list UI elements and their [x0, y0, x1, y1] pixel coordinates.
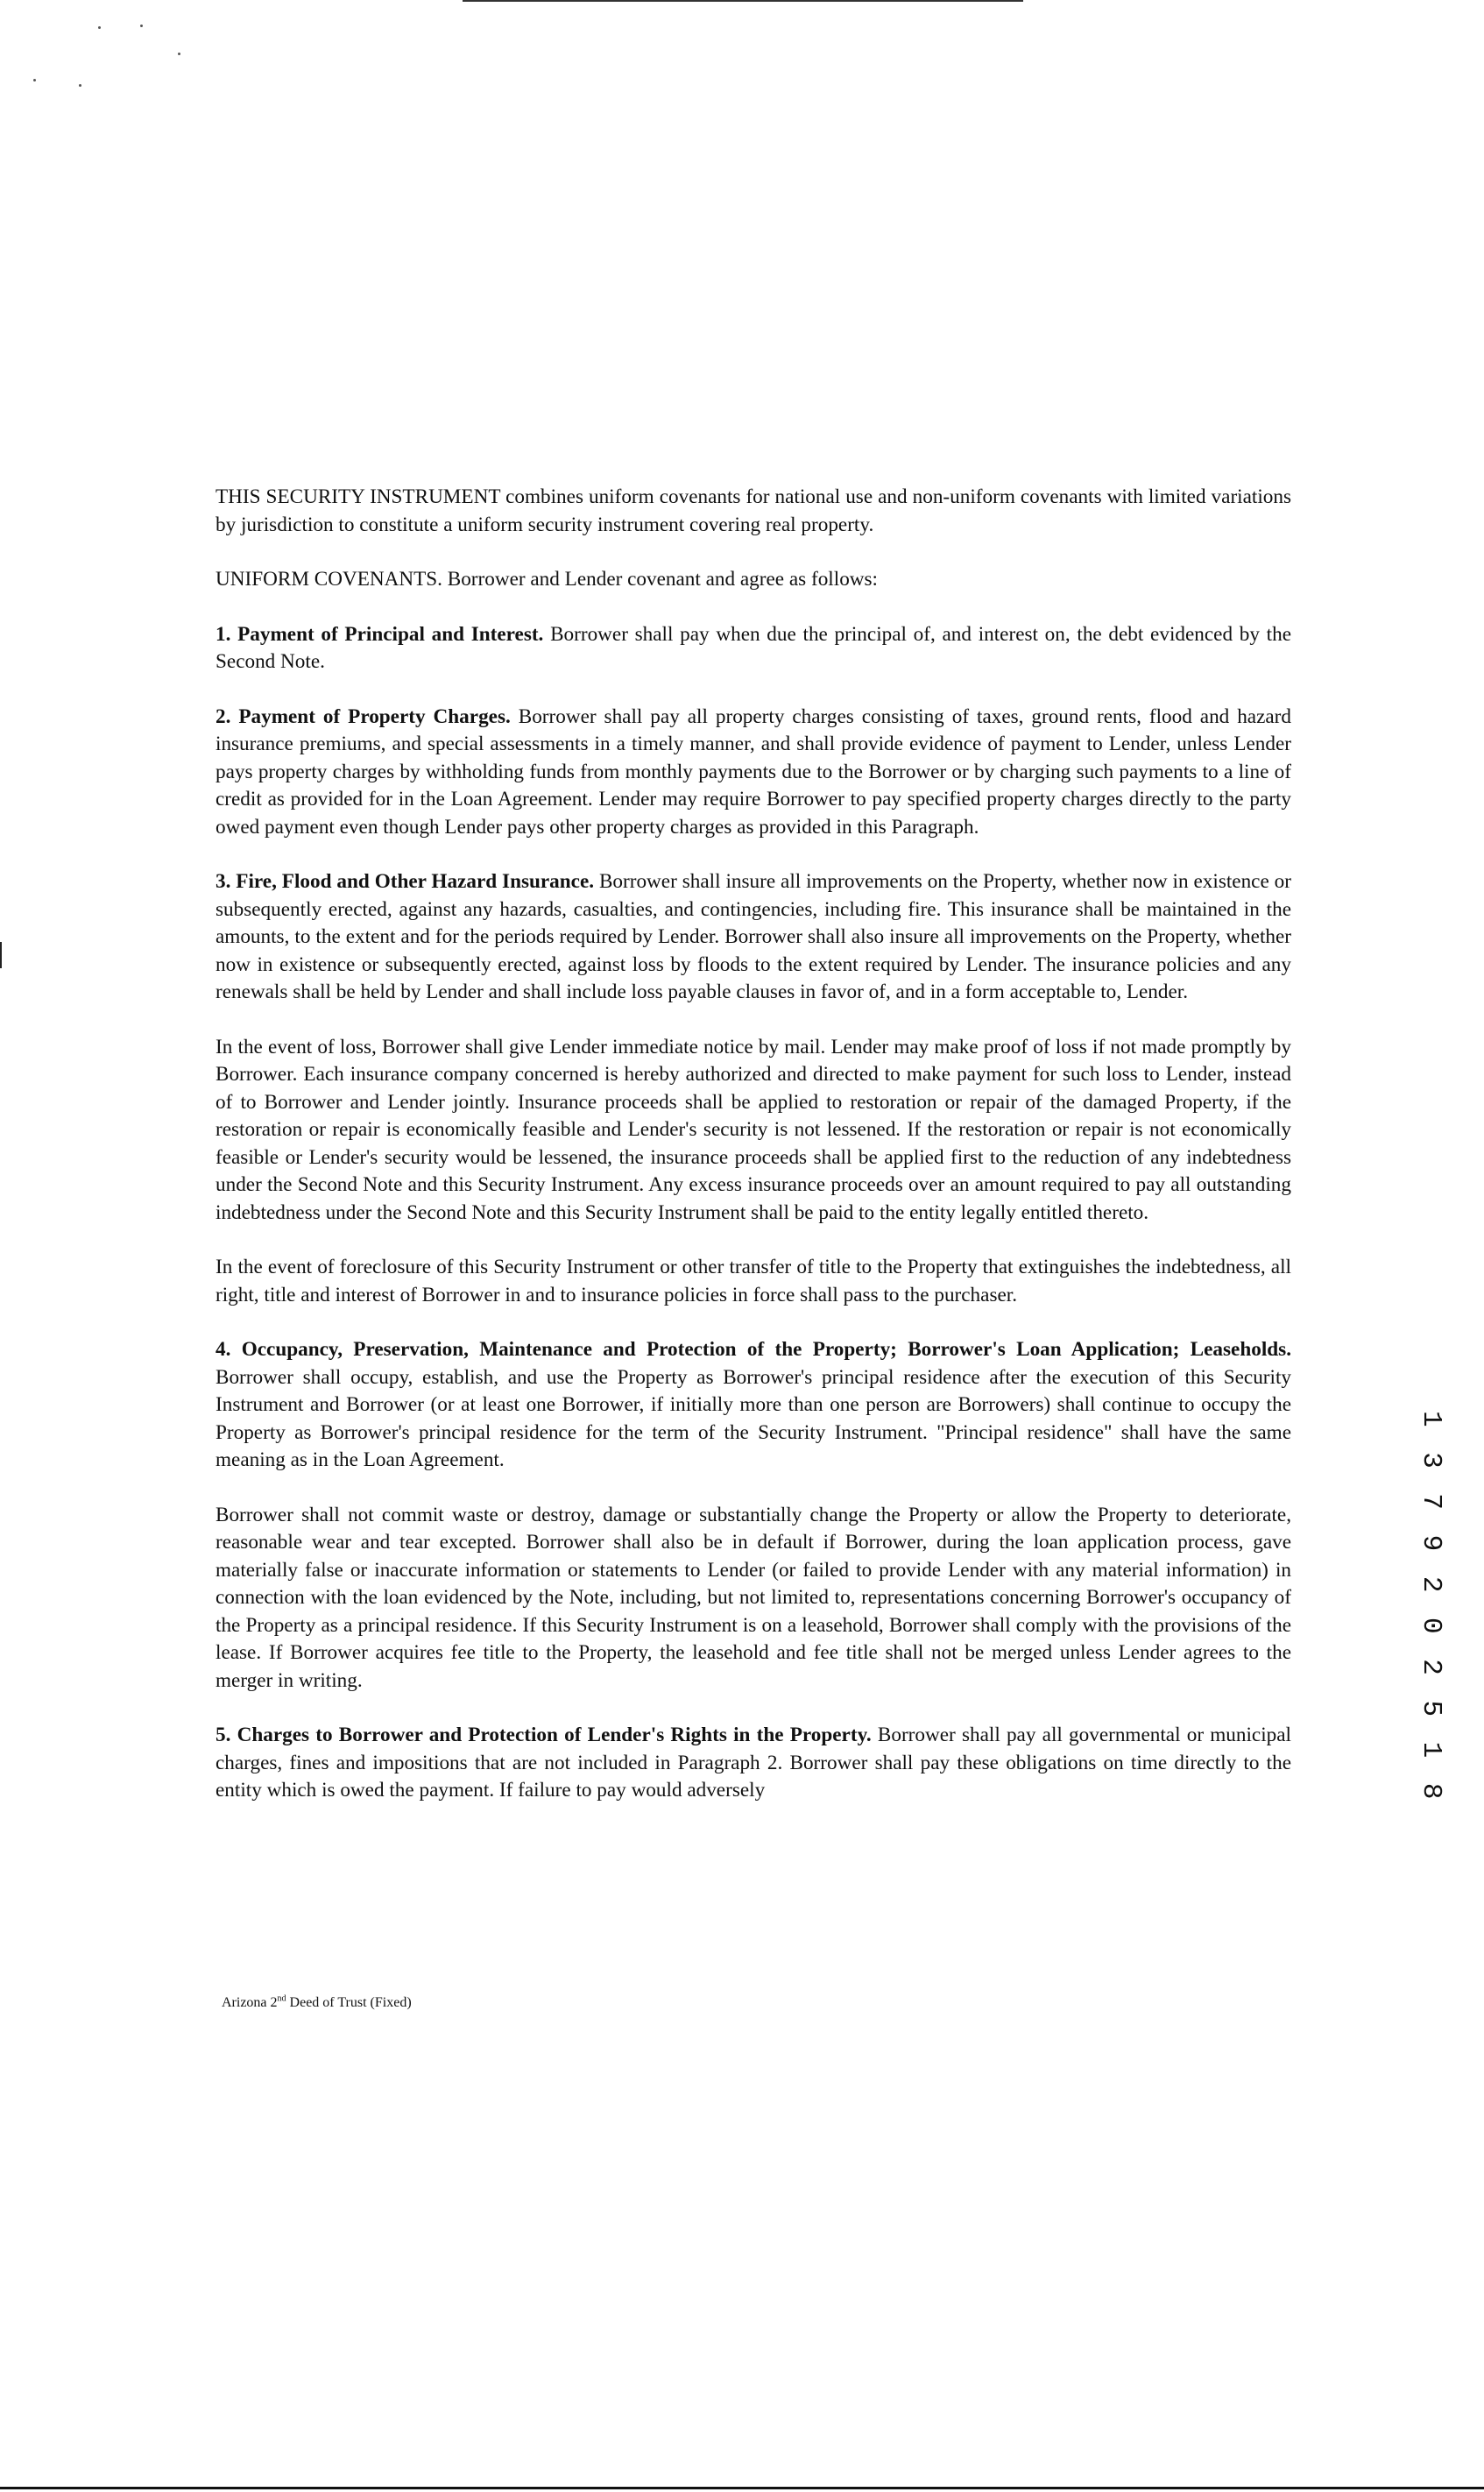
scan-speck	[98, 26, 101, 29]
section-4	[216, 1336, 1291, 1475]
section-1	[216, 621, 1291, 676]
scan-speck	[79, 84, 81, 87]
section-3	[216, 868, 1291, 1007]
section-1-heading: 1. Payment of Principal and Interest.	[216, 622, 544, 646]
bottom-rule	[0, 2487, 1484, 2489]
section-2-text: Borrower shall pay all property charges consisting of taxes, ground rents, flood and hazard insurance premiums, and special assessments in a timely manner, and shall provide evidence of payment to Lender, unless Lender pays property charges by withholding funds from monthly payments due to the Borrower or by charging such payments to a line of credit as provided for in the Loan Agreement. Lender may require Borrower to pay specified property charges directly to the party owed payment even though Lender pays other property charges as provided in this Paragraph.	[216, 704, 1291, 839]
page-footer	[222, 1994, 412, 2012]
top-rule	[463, 0, 1023, 2]
recording-number: 1 3 7 9 2 0 2 5 1 8	[1416, 1411, 1446, 1804]
section-3-heading: 3. Fire, Flood and Other Hazard Insurance.	[216, 870, 595, 893]
recording-number-stamp	[1416, 1411, 1446, 1804]
section-2	[216, 704, 1291, 842]
footer-superscript: nd	[277, 1993, 286, 2004]
uniform-covenants-paragraph: UNIFORM COVENANTS. Borrower and Lender covenant and agree as follows:	[216, 568, 878, 591]
scan-speck	[178, 53, 180, 55]
section-4-heading: 4. Occupancy, Preservation, Maintenance and Protection of the Property; Borrower's Loan Application; Leaseholds.	[216, 1338, 1291, 1361]
footer-suffix: Deed of Trust (Fixed)	[286, 1995, 412, 2010]
scan-speck	[140, 25, 143, 27]
left-margin-mark	[0, 942, 2, 968]
intro-paragraph: THIS SECURITY INSTRUMENT combines uniform covenants for national use and non-uniform covenants with limited variations by jurisdiction to constitute a uniform security instrument covering real property.	[216, 485, 1291, 536]
waste-paragraph: Borrower shall not commit waste or destroy, damage or substantially change the Property or allow the Property to deteriorate, reasonable wear and tear excepted. Borrower shall also be in default if Borrower, during the loan application process, gave materially false or inaccurate information or statements to Lender (or failed to provide Lender with any material information) in connection with the loan evidenced by the Note, including, but not limited to, representations concerning Borrower's occupancy of the Property as a principal residence. If this Security Instrument is on a leasehold, Borrower shall comply with the provisions of the lease. If Borrower acquires fee title to the Property, the leasehold and fee title shall not be merged unless Lender agrees to the merger in writing.	[216, 1503, 1291, 1692]
loss-paragraph: In the event of loss, Borrower shall give Lender immediate notice by mail. Lender may make proof of loss if not made promptly by Borrower. Each insurance company concerned is hereby authorized and directed to make payment for such loss to Lender, instead of to Borrower and Lender jointly. Insurance proceeds shall be applied to restoration or repair of the damaged Property, if the restoration or repair is economically feasible and Lender's security is not lessened. If the restoration or repair is not economically feasible or Lender's security would be lessened, the insurance proceeds shall be applied first to the reduction of any indebtedness under the Second Note and this Security Instrument. Any excess insurance proceeds over an amount required to pay all outstanding indebtedness under the Second Note and this Security Instrument shall be paid to the entity legally entitled thereto.	[216, 1035, 1291, 1224]
section-2-heading: 2. Payment of Property Charges.	[216, 704, 511, 728]
foreclosure-paragraph: In the event of foreclosure of this Security Instrument or other transfer of title to the Property that extinguishes the indebtedness, all right, title and interest of Borrower in and to insurance policies in force shall pass to the purchaser.	[216, 1256, 1291, 1306]
footer-prefix: Arizona 2	[222, 1995, 278, 2010]
document-body	[216, 484, 1291, 1832]
section-5-heading: 5. Charges to Borrower and Protection of Lender's Rights in the Property.	[216, 1724, 872, 1746]
section-5	[216, 1722, 1291, 1805]
section-3-text: Borrower shall insure all improvements on the Property, whether now in existence or subsequently erected, against any hazards, casualties, and contingencies, including fire. This insurance shall be maintained in the amounts, to the extent and for the periods required by Lender. Borrower shall also insure all improvements on the Property, whether now in existence or subsequently erected, against loss by floods to the extent required by Lender. The insurance policies and any renewals shall be held by Lender and shall include loss payable clauses in favor of, and in a form acceptable to, Lender.	[216, 870, 1291, 1003]
section-5-text: Borrower shall pay all governmental or municipal charges, fines and impositions that are not included in Paragraph 2. Borrower shall pay these obligations on time directly to the entity which is owed the payment. If failure to pay would adversely	[216, 1724, 1291, 1802]
section-1-text: Borrower shall pay when due the principal of, and interest on, the debt evidenced by the Second Note.	[216, 622, 1291, 673]
section-4-text: Borrower shall occupy, establish, and use the Property as Borrower's principal residence after the execution of this Security Instrument and Borrower (or at least one Borrower, if initially more than one person are Borrowers) shall continue to occupy the Property as Borrower's principal residence for the term of the Security Instrument. "Principal residence" shall have the same meaning as in the Loan Agreement.	[216, 1365, 1291, 1471]
scan-speck	[33, 79, 36, 81]
